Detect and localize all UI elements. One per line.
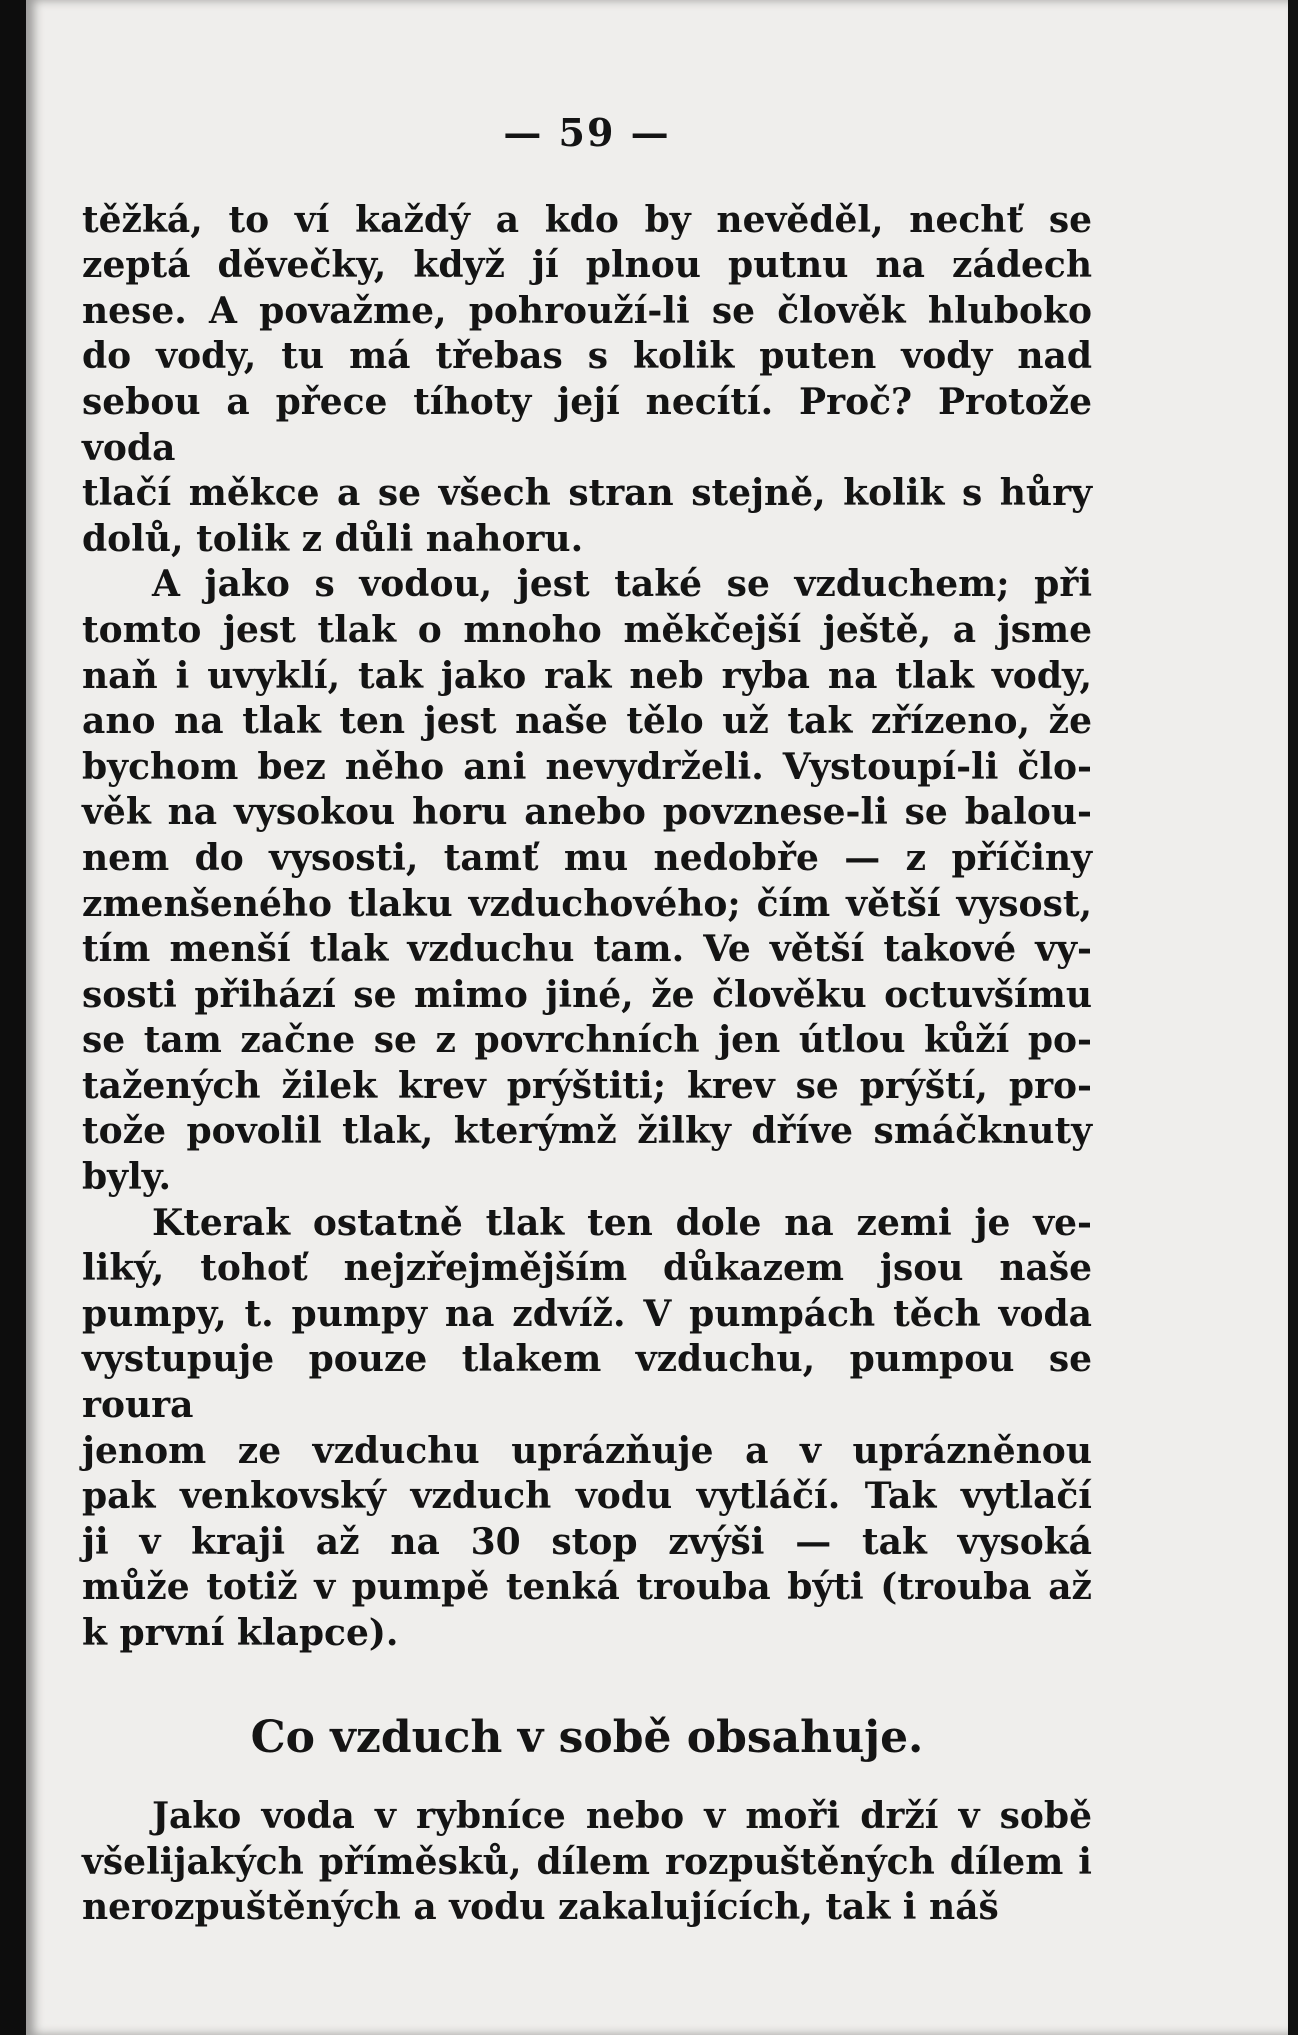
text-line: může totiž v pumpě tenká trouba býti (trouba až	[82, 1566, 1092, 1609]
text-line: jenom ze vzduchu uprázňuje a v uprázněnou	[82, 1429, 1092, 1472]
text-line: nem do vysosti, tamť mu nedobře — z příčiny	[82, 836, 1092, 879]
text-line: byly.	[82, 1156, 172, 1199]
text-line: ano na tlak ten jest naše tělo už tak zřízeno, že	[82, 700, 1092, 743]
text-line: Kterak ostatně tlak ten dole na zemi je ve-	[152, 1201, 1092, 1244]
paragraph-1	[82, 198, 1092, 563]
text-line: všelijakých příměsků, dílem rozpuštěných dílem i	[82, 1840, 1092, 1883]
text-line: tlačí měkce a se všech stran stejně, kolik s hůry	[82, 472, 1092, 515]
text-line: vystupuje pouze tlakem vzduchu, pumpou se roura	[82, 1338, 1092, 1427]
right-page-edge	[1288, 0, 1298, 2035]
text-line: sebou a přece tíhoty její necítí. Proč? Protože voda	[82, 380, 1092, 469]
text-line: těžká, to ví každý a kdo by nevěděl, nechť se	[82, 198, 1092, 241]
paragraph-4	[82, 1794, 1092, 1931]
text-line: zeptá děvečky, když jí plnou putnu na zádech	[82, 244, 1092, 287]
text-line: nerozpuštěných a vodu zakalujících, tak i náš	[82, 1886, 999, 1929]
text-line: tím menší tlak vzduchu tam. Ve větší takové vy-	[82, 928, 1092, 971]
text-line: sosti přihází se mimo jiné, že člověku octuvšímu	[82, 973, 1092, 1016]
paragraph-2	[82, 562, 1092, 1200]
text-line: Jako voda v rybníce nebo v moři drží v sobě	[152, 1795, 1092, 1838]
text-line: liký, tohoť nejzřejmějším důkazem jsou naše	[82, 1247, 1092, 1290]
text-line: bychom bez něho ani nevydrželi. Vystoupí-li člo-	[82, 745, 1092, 788]
text-line: pumpy, t. pumpy na zdvíž. V pumpách těch voda	[82, 1292, 1092, 1335]
text-line: zmenšeného tlaku vzduchového; čím větší vysost,	[82, 882, 1092, 925]
paragraph-3	[82, 1201, 1092, 1657]
text-line: tomto jest tlak o mnoho měkčejší ještě, a jsme	[82, 608, 1092, 651]
text-line: do vody, tu má třebas s kolik puten vody nad	[82, 335, 1092, 378]
text-line: tože povolil tlak, kterýmž žilky dříve smáčknuty	[82, 1110, 1092, 1153]
text-line: naň i uvyklí, tak jako rak neb ryba na tlak vody,	[82, 654, 1092, 697]
text-line: A jako s vodou, jest také se vzduchem; při	[152, 563, 1092, 606]
text-line: k první klapce).	[82, 1612, 399, 1654]
text-line: nese. A považme, pohrouží-li se člověk hluboko	[82, 289, 1092, 332]
page-content	[82, 110, 1092, 1931]
text-line: dolů, tolik z důli nahoru.	[82, 517, 584, 560]
text-line: se tam začne se z povrchních jen útlou kůží po-	[82, 1019, 1092, 1062]
left-binding-shadow	[0, 0, 26, 2035]
page-number: — 59 —	[503, 110, 671, 155]
text-line: ji v kraji až na 30 stop zvýši — tak vysoká	[82, 1520, 1092, 1563]
section-heading: Co vzduch v sobě obsahuje.	[250, 1711, 924, 1763]
text-line: pak venkovský vzduch vodu vytláčí. Tak vytlačí	[82, 1475, 1092, 1518]
text-line: tažených žilek krev prýštiti; krev se prýští, pro-	[82, 1064, 1092, 1107]
text-line: věk na vysokou horu anebo povznese-li se balou-	[82, 791, 1092, 834]
